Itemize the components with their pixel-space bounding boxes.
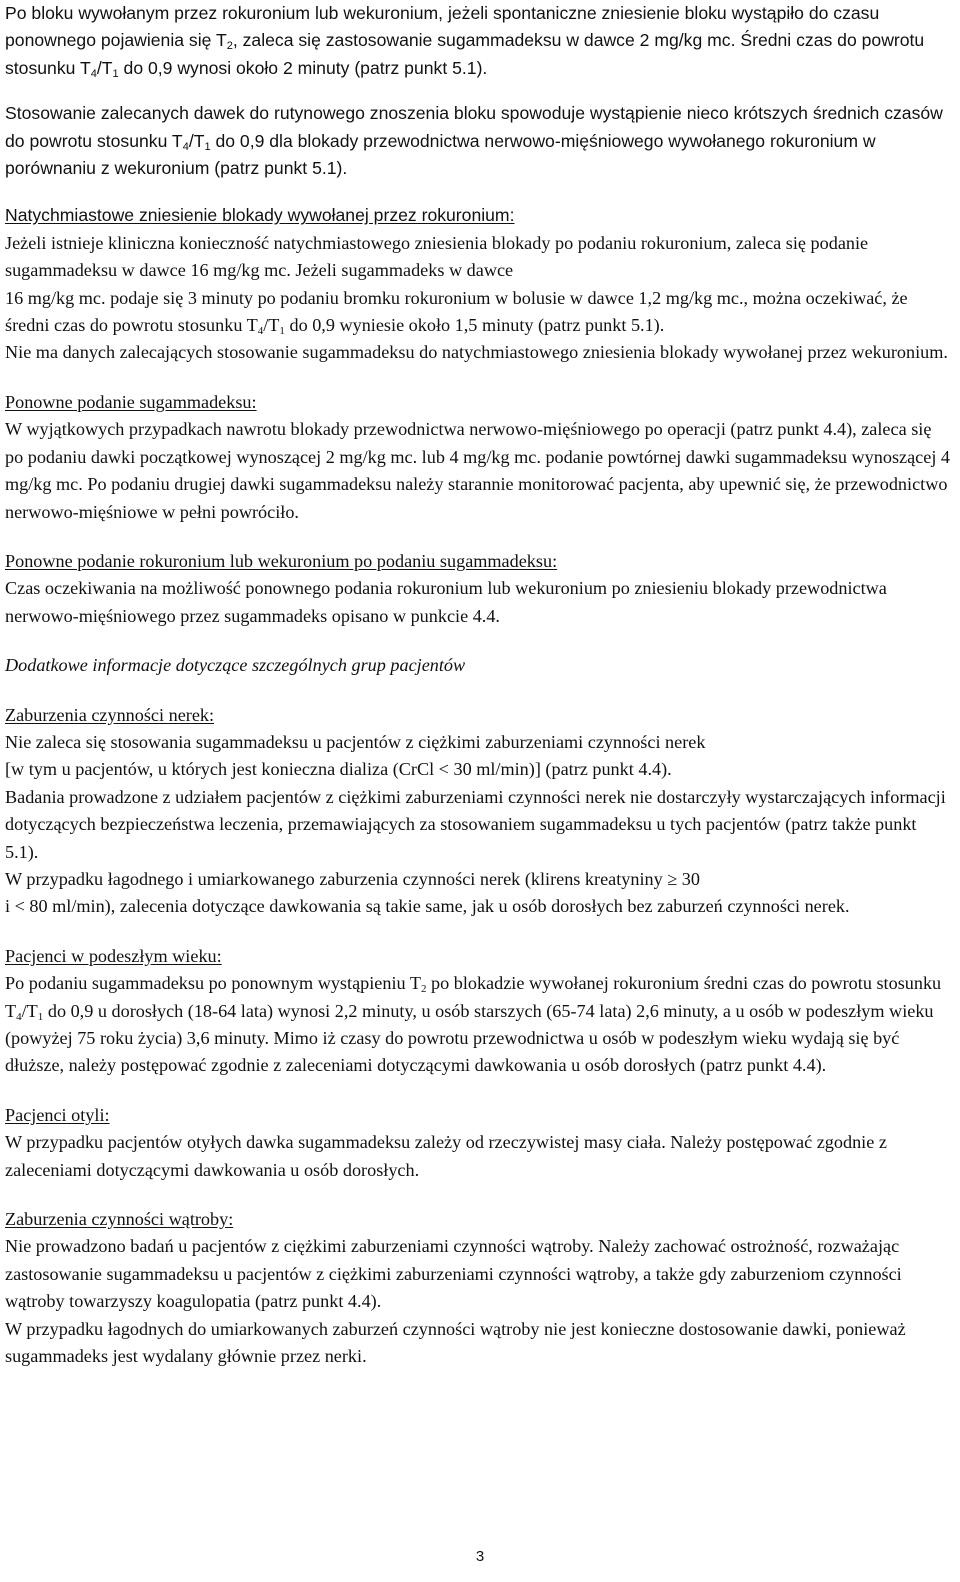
section-heading-repeat-sugammadex: Ponowne podanie sugammadeksu: [5,391,257,412]
paragraph-routine-reversal: Stosowanie zalecanych dawek do rutynowego znoszenia bloku spowoduje wystąpienie nieco krótszych średnich czasów do powrotu stosunku $T_4/T_1$ do 0,9 dla blokady przewodnictwa nerwowo-mięśniowego wywołanego rokuronium w porównaniu z wekuronium (patrz punkt 5.1). [5,103,943,179]
spacer [5,630,953,652]
spacer [5,680,953,702]
spacer [5,182,953,202]
spacer [5,1184,953,1206]
document-page [5,0,953,1370]
section-heading-hepatic-impairment: Zaburzenia czynności wątroby: [5,1209,234,1230]
paragraph-elderly: Po podaniu sugammadeksu po ponownym wystąpieniu $T_2$ po blokadzie wywołanej rokuronium średni czas do powrotu stosunku $T_4/T_1$ do 0,9 u dorosłych (18-64 lata) wynosi 2,2 minuty, u osób starszych (65-74 lata) 2,6 minuty, a u osób w podeszłym wieku (powyżej 75 roku życia) 3,6 minuty. Mimo iż czasy do powrotu przewodnictwa u osób w podeszłym wieku wydają się być dłuższe, należy postępować zgodnie z zaleceniami dotyczącymi dawkowania u osób dorosłych (patrz punkt 4.4). [5,973,942,1076]
spacer [5,921,953,943]
paragraph-readministration: Czas oczekiwania na możliwość ponownego podania rokuronium lub wekuronium po zniesieniu blokady przewodnictwa nerwowo-mięśniowego przez sugammadeks opisano w punkcie 4.4. [5,578,887,626]
page-number: 3 [475,1548,485,1565]
paragraph-dose-after-spontaneous-recovery: Po bloku wywołanym przez rokuronium lub wekuronium, jeżeli spontaniczne zniesienie bloku wystąpiło do czasu ponownego pojawienia się $T_2$, zaleca się zastosowanie sugammadeksu w dawce 2 mg/kg mc. Średni czas do powrotu stosunku $T_4/T_1$ do 0,9 wynosi około 2 minuty (patrz punkt 5.1). [5,3,925,80]
paragraph-obese: W przypadku pacjentów otyłych dawka sugammadeksu zależy od rzeczywistej masy ciała. Należy postępować zgodnie z zaleceniami dotyczącymi dawkowania u osób dorosłych. [5,1132,887,1180]
section-heading-obese: Pacjenci otyli: [5,1104,110,1125]
section-heading-elderly: Pacjenci w podeszłym wieku: [5,945,222,966]
paragraph-renal-impairment: Nie zaleca się stosowania sugammadeksu u pacjentów z ciężkimi zaburzeniami czynności nerek [w tym u pacjentów, u których jest konieczna dializa (CrCl < 30 ml/min)] (patrz punkt 4.4). Badania prowadzone z udziałem pacjentów z ciężkimi zaburzeniami czynności nerek nie dostarczyły wystarczających informacji dotyczących bezpieczeństwa leczenia, przemawiających za stosowaniem sugammadeksu u tych pacjentów (patrz także punkt 5.1). W przypadku łagodnego i umiarkowanego zaburzenia czynności nerek (klirens kreatyniny ≥ 30 i < 80 ml/min), zalecenia dotyczące dawkowania są takie same, jak u osób dorosłych bez zaburzeń czynności nerek. [5,731,946,917]
section-heading-renal-impairment: Zaburzenia czynności nerek: [5,704,215,725]
section-heading-immediate-reversal: Natychmiastowe zniesienie blokady wywołanej przez rokuronium: [5,205,515,226]
section-heading-special-populations: Dodatkowe informacje dotyczące szczególnych grup pacjentów [5,655,466,676]
paragraph-repeat-sugammadex: W wyjątkowych przypadkach nawrotu blokady przewodnictwa nerwowo-mięśniowego po operacji (patrz punkt 4.4), zaleca się po podaniu dawki początkowej wynoszącej 2 mg/kg mc. lub 4 mg/kg mc. podanie powtórnej dawki sugammadeksu wynoszącej 4 mg/kg mc. Po podaniu drugiej dawki sugammadeksu należy starannie monitorować pacjenta, aby upewnić się, że przewodnictwo nerwowo-mięśniowe w pełni powróciło. [5,419,951,522]
spacer [5,367,953,389]
spacer [5,1080,953,1102]
spacer [5,526,953,548]
paragraph-immediate-reversal: Jeżeli istnieje kliniczna konieczność natychmiastowego zniesienia blokady po podaniu rokuronium, zaleca się podanie sugammadeksu w dawce 16 mg/kg mc. Jeżeli sugammadeks w dawce 16 mg/kg mc. podaje się 3 minuty po podaniu bromku rokuronium w bolusie w dawce 1,2 mg/kg mc., można oczekiwać, że średni czas do powrotu stosunku $T_4/T_1$ do 0,9 wyniesie około 1,5 minuty (patrz punkt 5.1). Nie ma danych zalecających stosowanie sugammadeksu do natychmiastowego zniesienia blokady wywołanej przez wekuronium. [5,232,948,363]
section-heading-readministration: Ponowne podanie rokuronium lub wekuronium po podaniu sugammadeksu: [5,550,558,571]
paragraph-hepatic-impairment: Nie prowadzono badań u pacjentów z ciężkimi zaburzeniami czynności wątroby. Należy zachować ostrożność, rozważając zastosowanie sugammadeksu u pacjentów z ciężkimi zaburzeniami czynności wątroby, a także gdy zaburzeniom czynności wątroby towarzyszy koagulopatia (patrz punkt 4.4). W przypadku łagodnych do umiarkowanych zaburzeń czynności wątroby nie jest konieczne dostosowanie dawki, ponieważ sugammadeks jest wydalany głównie przez nerki. [5,1236,906,1367]
spacer [5,82,953,100]
